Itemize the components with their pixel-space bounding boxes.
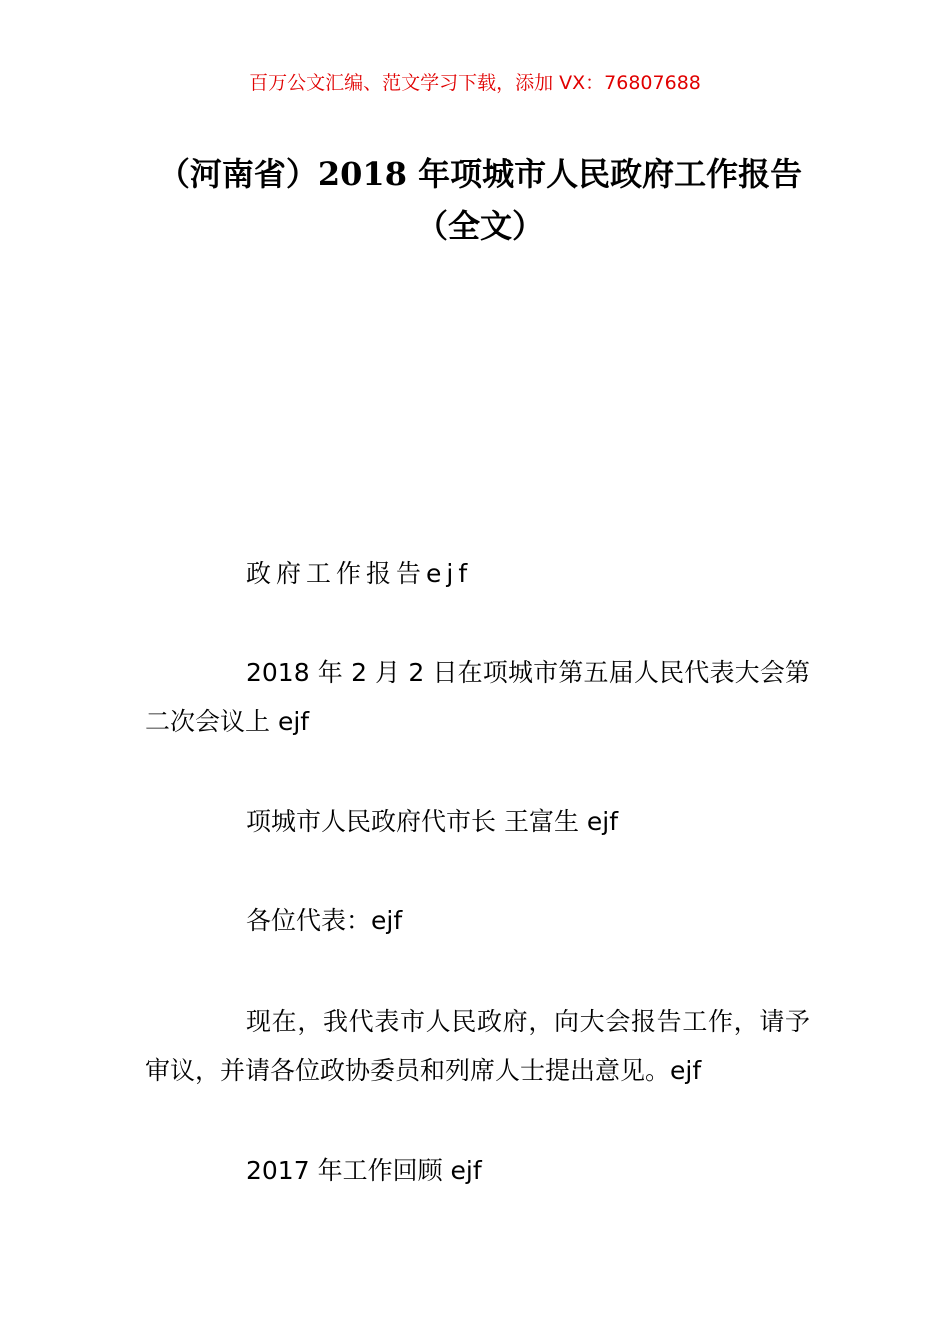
promo-header-note: 百万公文汇编、范文学习下载，添加 VX：76807688 <box>249 72 701 94</box>
paragraph-salutation: 各位代表：ejf <box>246 906 403 935</box>
paragraph-opening: 现在，我代表市人民政府，向大会报告工作，请予审议，并请各位政协委员和列席人士提出意见。ejf <box>145 1007 810 1085</box>
paragraph-speaker: 项城市人民政府代市长 王富生 ejf <box>246 807 619 836</box>
paragraph-meeting-date: 2018 年 2 月 2 日在项城市第五届人民代表大会第二次会议上 ejf <box>145 658 810 736</box>
paragraph-section-heading: 2017 年工作回顾 ejf <box>246 1156 482 1185</box>
document-title: （河南省）2018 年项城市人民政府工作报告（全文） <box>157 155 803 245</box>
paragraph-report-heading: 政府工作报告ejf <box>246 559 473 588</box>
